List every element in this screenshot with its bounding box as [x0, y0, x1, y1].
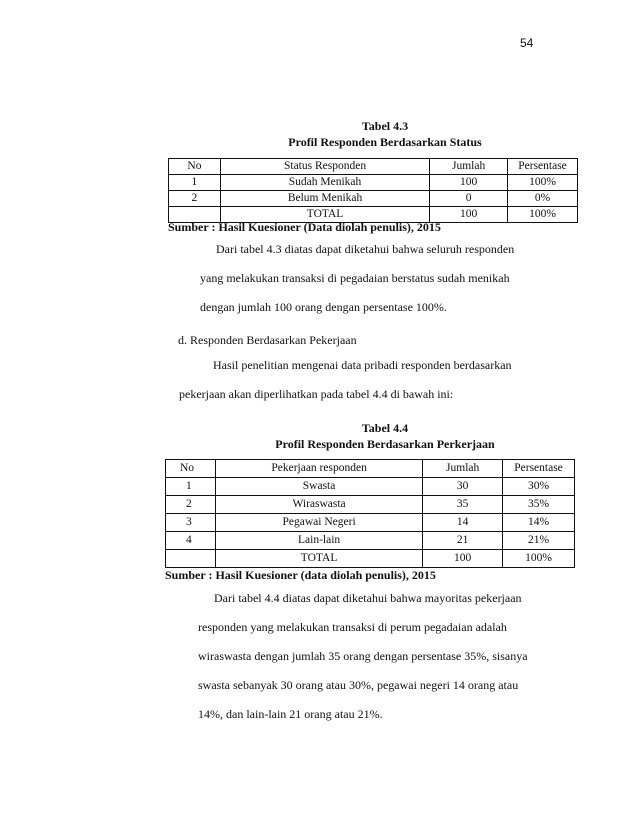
table-cell: 100%	[508, 175, 578, 191]
paragraph-2	[179, 351, 573, 409]
table-cell: 1	[169, 175, 221, 191]
table-cell: Pegawai Negeri	[215, 514, 422, 532]
table-row	[166, 532, 575, 550]
table1-subtitle: Profil Responden Berdasarkan Status	[288, 135, 482, 149]
table-row	[166, 478, 575, 496]
header-cell: No	[169, 159, 221, 175]
header-cell: Jumlah	[430, 159, 508, 175]
table1-caption	[220, 118, 550, 150]
table2-subtitle: Profil Responden Berdasarkan Perkerjaan	[275, 437, 495, 451]
paragraph-1	[200, 235, 580, 322]
paragraph-3	[198, 584, 578, 729]
table-header-row	[169, 159, 578, 175]
paragraph-line: yang melakukan transaksi di pegadaian berstatus sudah menikah	[200, 271, 510, 285]
table1-title: Tabel 4.3	[361, 119, 409, 133]
paragraph-line: swasta sebanyak 30 orang atau 30%, pegawai negeri 14 orang atau	[198, 678, 519, 692]
table-total-row	[166, 550, 575, 568]
table-cell: 35	[423, 496, 503, 514]
table-cell: 2	[169, 191, 221, 207]
header-cell: Pekerjaan responden	[215, 460, 422, 478]
table-cell: 1	[166, 478, 216, 496]
total-label: TOTAL	[215, 550, 422, 568]
table-row	[169, 175, 578, 191]
paragraph-line: dengan jumlah 100 orang dengan persentase 100%.	[200, 300, 447, 314]
table-cell: 14%	[503, 514, 575, 532]
table-cell: 35%	[503, 496, 575, 514]
table-pekerjaan	[165, 459, 575, 568]
table-cell: Lain-lain	[215, 532, 422, 550]
table-row	[169, 191, 578, 207]
paragraph-line: wiraswasta dengan jumlah 35 orang dengan persentase 35%, sisanya	[198, 649, 528, 663]
table2-source: Sumber : Hasil Kuesioner (data diolah penulis), 2015	[165, 568, 436, 582]
table-row	[166, 496, 575, 514]
table-row	[166, 514, 575, 532]
table-cell: 21%	[503, 532, 575, 550]
table-cell: Swasta	[215, 478, 422, 496]
table-cell: Sudah Menikah	[220, 175, 429, 191]
total-persentase: 100%	[503, 550, 575, 568]
table-cell: 2	[166, 496, 216, 514]
table-cell: 30	[423, 478, 503, 496]
table-header-row	[166, 460, 575, 478]
total-jumlah: 100	[423, 550, 503, 568]
table-cell: 30%	[503, 478, 575, 496]
paragraph-line: Hasil penelitian mengenai data pribadi responden berdasarkan	[213, 358, 512, 372]
table-cell: 14	[423, 514, 503, 532]
header-cell: No	[166, 460, 216, 478]
table-cell: 3	[166, 514, 216, 532]
header-cell: Persentase	[503, 460, 575, 478]
header-cell: Status Responden	[220, 159, 429, 175]
paragraph-line: Dari tabel 4.3 diatas dapat diketahui bahwa seluruh responden	[216, 242, 515, 256]
header-cell: Jumlah	[423, 460, 503, 478]
table-cell: Belum Menikah	[220, 191, 429, 207]
total-jumlah: 100	[430, 207, 508, 223]
table-cell	[166, 550, 216, 568]
table2-title: Tabel 4.4	[361, 421, 409, 435]
table-cell: 0%	[508, 191, 578, 207]
table-status	[168, 158, 578, 223]
table1-source: Sumber : Hasil Kuesioner (Data diolah penulis), 2015	[168, 220, 441, 234]
table-cell: Wiraswasta	[215, 496, 422, 514]
table-cell: 100	[430, 175, 508, 191]
page-number: 54	[520, 36, 534, 50]
paragraph-line: 14%, dan lain-lain 21 orang atau 21%.	[198, 707, 383, 721]
paragraph-line: Dari tabel 4.4 diatas dapat diketahui bahwa mayoritas pekerjaan	[214, 591, 522, 605]
paragraph-line: pekerjaan akan diperlihatkan pada tabel 4.4 di bawah ini:	[179, 387, 454, 401]
header-cell: Persentase	[508, 159, 578, 175]
table2-caption	[220, 420, 550, 452]
table-cell: 4	[166, 532, 216, 550]
total-label: TOTAL	[220, 207, 429, 223]
total-persentase: 100%	[508, 207, 578, 223]
section-heading-d: d. Responden Berdasarkan Pekerjaan	[178, 333, 357, 347]
table-cell: 21	[423, 532, 503, 550]
paragraph-line: responden yang melakukan transaksi di perum pegadaian adalah	[198, 620, 507, 634]
table-cell: 0	[430, 191, 508, 207]
